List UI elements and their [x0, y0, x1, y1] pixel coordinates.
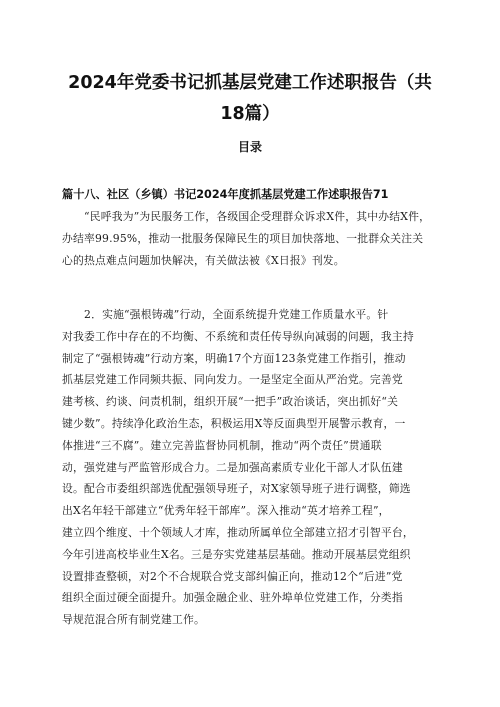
paragraph-2	[62, 304, 440, 631]
paragraph-line: 设。配合市委组织部选优配强领导班子，对X家领导班子进行调整，筛选	[62, 482, 411, 496]
paragraph-line: 导规范混合所有制党建工作。	[62, 613, 205, 627]
paragraph-line: 2．实施“强根铸魂”行动，全面系统提升党建工作质量水平。针	[84, 308, 389, 321]
paragraph-line: 制定了“强根铸魂”行动方案，明确17个方面123条党建工作指引，推动	[62, 351, 406, 365]
paragraph-line: 抓基层党建工作同频共振、同向发力。一是坚定全面从严治党。完善党	[62, 373, 403, 387]
paragraph-line: 体推进“三不腐”。建立完善监督协同机制，推动“两个责任”贯通联	[62, 438, 382, 452]
paragraph-line: 建立四个维度、十个领域人才库，推动所属单位全部建立招才引智平台，	[62, 525, 414, 539]
paragraph-line: 键少数”。持续净化政治生态，积极运用X等反面典型开展警示教育，一	[62, 416, 406, 430]
paragraph-line: “民呼我为”为民服务工作，各级国企受理群众诉求X件，其中办结X件，	[84, 210, 431, 223]
section-heading: 篇十八、社区（乡镇）书记2024年度抓基层党建工作述职报告71	[62, 188, 389, 201]
paragraph-line: 组织全面过硬全面提升。加强金融企业、驻外埠单位党建工作，分类指	[62, 591, 403, 605]
paragraph-line: 设置排查整顿，对2个不合规联合党支部纠偏正向，推动12个“后进”党	[62, 569, 403, 583]
paragraph-line: 今年引进高校毕业生X名。三是夯实党建基层基础。推动开展基层党组织	[62, 547, 411, 561]
paragraph-1	[62, 206, 440, 271]
document-title-line-2: 18篇）	[220, 104, 280, 124]
paragraph-line: 心的热点难点问题加快解决，有关做法被《X日报》刊发。	[62, 253, 345, 267]
document-title-line-1: 2024年党委书记抓基层党建工作述职报告（共	[68, 73, 432, 93]
paragraph-line: 对我委工作中存在的不均衡、不系统和责任传导纵向减弱的问题，我主持	[62, 329, 414, 343]
document-title	[60, 68, 440, 130]
toc-heading: 目录	[237, 140, 262, 154]
paragraph-line: 办结率99.95%，推动一批服务保障民生的项目加快落地、一批群众关注关	[62, 231, 424, 245]
paragraph-line: 动，强党建与严监管形成合力。二是加强高素质专业化干部人才队伍建	[62, 460, 403, 474]
paragraph-line: 建考核、约谈、问责机制，组织开展“一把手”政治谈话，突出抓好“关	[62, 395, 399, 409]
paragraph-line: 出X名年轻干部建立“优秀年轻干部库”。深入推动“英才培养工程”，	[62, 504, 390, 518]
